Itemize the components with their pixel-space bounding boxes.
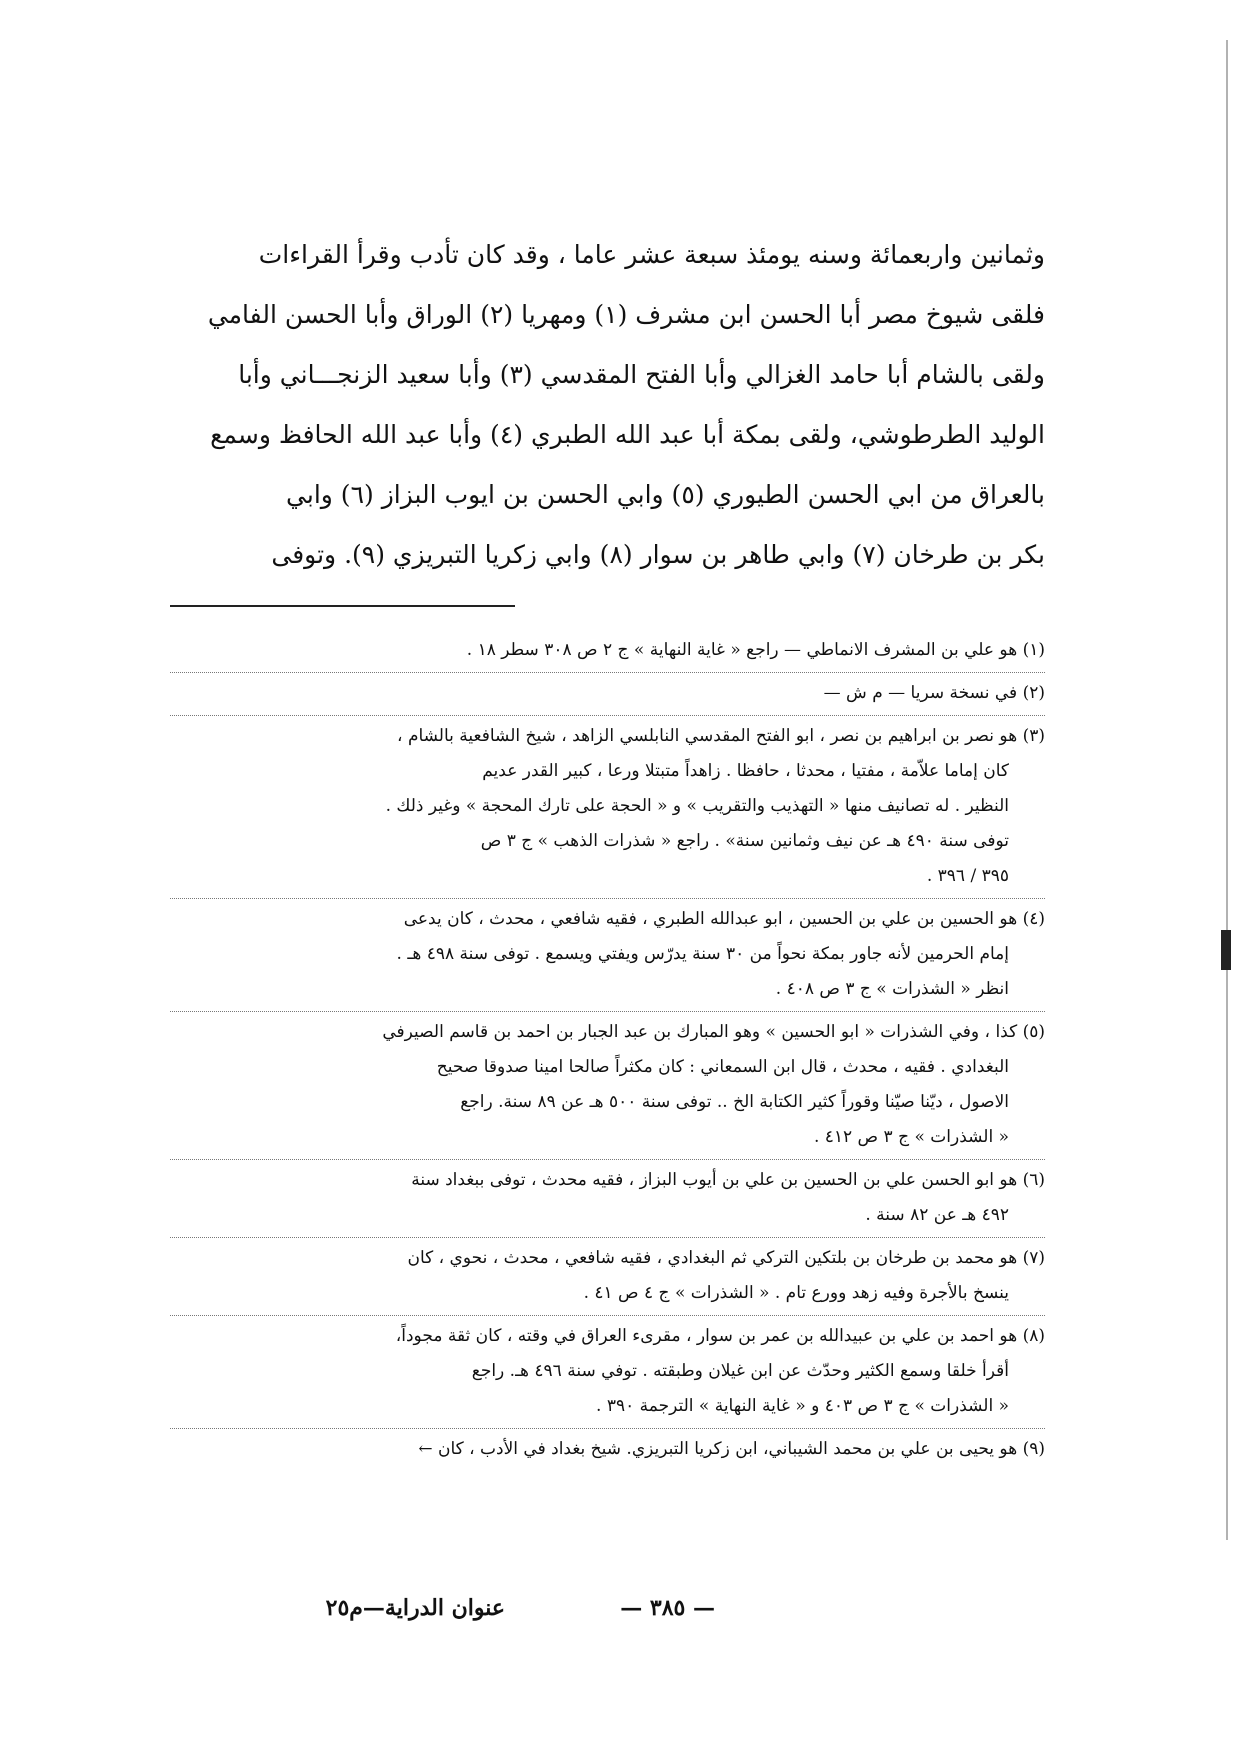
footnotes xyxy=(170,633,1045,1471)
footnote-line: « الشذرات » ج ٣ ص ٤١٢ . xyxy=(813,1127,1009,1147)
footnote-8 xyxy=(170,1319,1045,1429)
footnote-line: النظير . له تصانيف منها « التهذيب والتقريب » و « الحجة على تارك المحجة » وغير ذلك . xyxy=(385,796,1009,816)
footnote-line: (١) هو علي بن المشرف الانماطي — راجع « غاية النهاية » ج ٢ ص ٣٠٨ سطر ١٨ . xyxy=(466,640,1045,660)
footnote-line: الاصول ، ديّنا صيّنا وقوراً كثير الكتابة الخ .. توفى سنة ٥٠٠ هـ عن ٨٩ سنة. راجع xyxy=(460,1092,1009,1112)
footnote-2 xyxy=(170,676,1045,716)
main-line: الوليد الطرطوشي، ولقى بمكة أبا عبد الله الطبري (٤) وأبا عبد الله الحافظ وسمع xyxy=(210,420,1045,449)
main-line: ولقى بالشام أبا حامد الغزالي وأبا الفتح المقدسي (٣) وأبا سعيد الزنجـــاني وأبا xyxy=(238,360,1045,389)
footnote-line: أقرأ خلقا وسمع الكثير وحدّث عن ابن غيلان وطبقته . توفي سنة ٤٩٦ هـ. راجع xyxy=(471,1361,1009,1381)
main-line: وثمانين واربعمائة وسنه يومئذ سبعة عشر عاما ، وقد كان تأدب وقرأ القراءات xyxy=(258,240,1045,269)
footnote-line: (٤) هو الحسين بن علي بن الحسين ، ابو عبدالله الطبري ، فقيه شافعي ، محدث ، كان يدعى xyxy=(403,909,1045,929)
signature-mark: عنوان الدراية—م٢٥ xyxy=(325,1595,505,1621)
footnote-7 xyxy=(170,1241,1045,1316)
footnote-separator xyxy=(170,605,515,607)
footnote-line: ٤٩٢ هـ عن ٨٢ سنة . xyxy=(865,1205,1009,1225)
footnote-line: إمام الحرمين لأنه جاور بمكة نحواً من ٣٠ سنة يدرّس ويفتي ويسمع . توفى سنة ٤٩٨ هـ . xyxy=(396,944,1009,964)
main-line: بالعراق من ابي الحسن الطيوري (٥) وابي الحسن بن ايوب البزاز (٦) وابي xyxy=(286,480,1045,509)
main-text xyxy=(170,225,1045,585)
footnote-line: ينسخ بالأجرة وفيه زهد وورع تام . « الشذرات » ج ٤ ص ٤١ . xyxy=(583,1283,1009,1303)
page-number: — ٣٨٥ — xyxy=(620,1595,715,1621)
footnote-line: (٣) هو نصر بن ابراهيم بن نصر ، ابو الفتح المقدسي النابلسي الزاهد ، شيخ الشافعية بالشام ، xyxy=(397,726,1045,746)
main-line: بكر بن طرخان (٧) وابي طاهر بن سوار (٨) وابي زكريا التبريزي (٩). وتوفى xyxy=(271,540,1045,569)
footnote-1 xyxy=(170,633,1045,673)
footnote-line: كان إماما علاّمة ، مفتيا ، محدثا ، حافظا . زاهداً متبتلا ورعا ، كبير القدر عديم xyxy=(482,761,1009,781)
footnote-line: (٨) هو احمد بن علي بن عبيدالله بن عمر بن سوار ، مقرىء العراق في وقته ، كان ثقة مجوداً، xyxy=(395,1326,1045,1346)
footnote-line: (٥) كذا ، وفي الشذرات « ابو الحسين » وهو المبارك بن عبد الجبار بن احمد بن قاسم الصيرفي xyxy=(382,1022,1045,1042)
footnote-9 xyxy=(170,1432,1045,1471)
document-page xyxy=(170,225,1045,1474)
footnote-line: البغدادي . فقيه ، محدث ، قال ابن السمعاني : كان مكثراً صالحا امينا صدوقا صحيح xyxy=(436,1057,1009,1077)
footnote-line: (٢) في نسخة سريا — م ش — xyxy=(823,683,1045,703)
footnote-line: توفى سنة ٤٩٠ هـ عن نيف وثمانين سنة» . راجع « شذرات الذهب » ج ٣ ص xyxy=(480,831,1009,851)
footnote-6 xyxy=(170,1163,1045,1238)
footnote-line: « الشذرات » ج ٣ ص ٤٠٣ و « غاية النهاية » الترجمة ٣٩٠ . xyxy=(596,1396,1009,1416)
footnote-line: (٦) هو ابو الحسن علي بن الحسين بن علي بن أيوب البزاز ، فقيه محدث ، توفى ببغداد سنة xyxy=(411,1170,1045,1190)
scan-edge-mark xyxy=(1226,40,1228,1540)
footnote-line: انظر « الشذرات » ج ٣ ص ٤٠٨ . xyxy=(775,979,1009,999)
scan-binding-mark xyxy=(1221,930,1231,970)
footnote-line: (٩) هو يحيى بن علي بن محمد الشيباني، ابن زكريا التبريزي. شيخ بغداد في الأدب ، كان ← xyxy=(418,1439,1045,1459)
footnote-3 xyxy=(170,719,1045,899)
footnote-line: (٧) هو محمد بن طرخان بن بلتكين التركي ثم البغدادي ، فقيه شافعي ، محدث ، نحوي ، كان xyxy=(407,1248,1045,1268)
footnote-line: ٣٩٥ / ٣٩٦ . xyxy=(926,866,1009,886)
footnote-5 xyxy=(170,1015,1045,1160)
main-line: فلقى شيوخ مصر أبا الحسن ابن مشرف (١) ومهريا (٢) الوراق وأبا الحسن الفامي xyxy=(207,300,1045,329)
footnote-4 xyxy=(170,902,1045,1012)
